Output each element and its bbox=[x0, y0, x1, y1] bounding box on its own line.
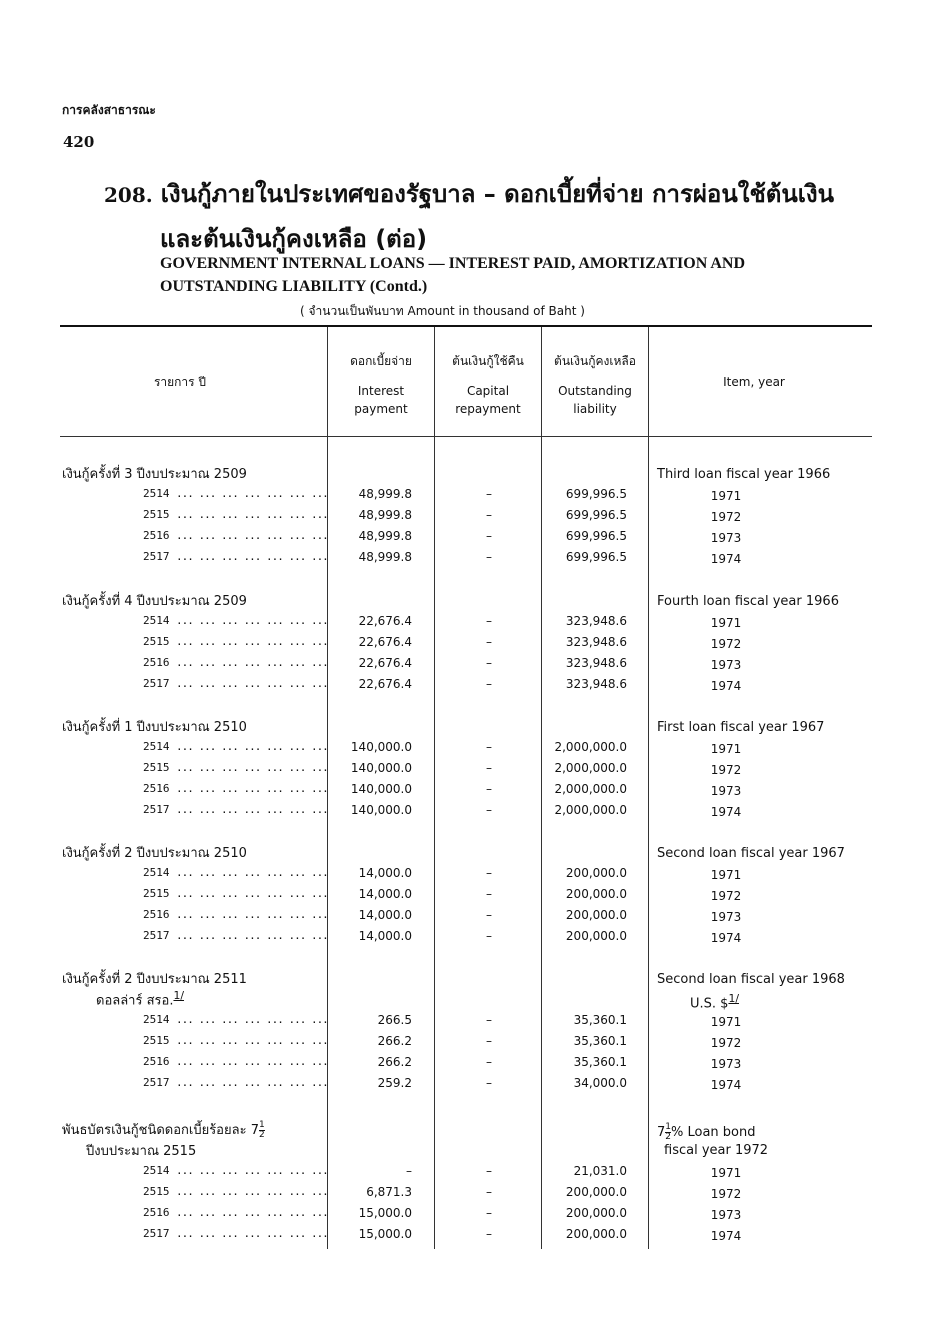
group-label-english bbox=[657, 467, 830, 482]
column-header-item-thai: รายการ ปี bbox=[153, 375, 207, 389]
leader-dots: ... ... ... ... ... ... ... bbox=[176, 614, 328, 627]
leader-dots: ... ... ... ... ... ... ... bbox=[176, 1076, 328, 1089]
page-number: 420 bbox=[63, 133, 95, 151]
outstanding-cell: 200,000.0 bbox=[565, 1227, 627, 1241]
row-year-english: 1971 bbox=[710, 1015, 742, 1029]
capital-cell: – bbox=[486, 761, 492, 775]
column-divider bbox=[648, 327, 649, 1249]
row-year-thai: 2517 bbox=[143, 803, 170, 816]
leader-dots: ... ... ... ... ... ... ... bbox=[176, 656, 328, 669]
column-header-outstanding bbox=[542, 352, 648, 418]
interest-cell: 48,999.8 bbox=[358, 487, 412, 501]
column-header-outstanding-thai: ต้นเงินกู้คงเหลือ bbox=[554, 354, 636, 368]
capital-cell: – bbox=[486, 929, 492, 943]
row-year-thai: 2516 bbox=[143, 1206, 170, 1219]
fraction-numerator: 1 bbox=[665, 1122, 672, 1132]
leader-dots: ... ... ... ... ... ... ... bbox=[176, 1227, 328, 1240]
outstanding-cell: 323,948.6 bbox=[565, 677, 627, 691]
group-sublabel-thai bbox=[96, 989, 184, 1010]
group-label-english bbox=[657, 846, 845, 861]
interest-cell: 140,000.0 bbox=[350, 803, 412, 817]
outstanding-cell: 35,360.1 bbox=[573, 1034, 627, 1048]
row-year-thai: 2517 bbox=[143, 677, 170, 690]
fraction-denominator: 2 bbox=[665, 1132, 672, 1142]
leader-dots: ... ... ... ... ... ... ... bbox=[176, 803, 328, 816]
interest-cell: 15,000.0 bbox=[358, 1206, 412, 1220]
row-year-english: 1973 bbox=[710, 910, 742, 924]
leader-dots: ... ... ... ... ... ... ... bbox=[176, 1013, 328, 1026]
group-sublabel-thai-text: ดอลล่าร์ สรอ. bbox=[96, 993, 174, 1009]
column-header-interest-en1: Interest bbox=[357, 384, 405, 398]
row-year-thai: 2515 bbox=[143, 1185, 170, 1198]
fraction bbox=[259, 1121, 265, 1140]
row-year-english: 1974 bbox=[710, 1078, 742, 1092]
interest-cell: 259.2 bbox=[377, 1076, 412, 1090]
group-label-english bbox=[657, 972, 845, 987]
row-year-thai: 2514 bbox=[143, 614, 170, 627]
group-label-thai-text: พันธบัตรเงินกู้ชนิดดอกเบี้ยร้อยละ 7 bbox=[62, 1123, 259, 1138]
row-year-english: 1971 bbox=[710, 742, 742, 756]
row-year-thai: 2516 bbox=[143, 656, 170, 669]
capital-cell: – bbox=[486, 740, 492, 754]
outstanding-cell: 699,996.5 bbox=[565, 529, 627, 543]
interest-cell: 22,676.4 bbox=[358, 635, 412, 649]
outstanding-cell: 21,031.0 bbox=[573, 1164, 627, 1178]
row-year-thai: 2517 bbox=[143, 929, 170, 942]
group-label-thai-text: เงินกู้ครั้งที่ 4 ปีงบประมาณ 2509 bbox=[62, 594, 247, 609]
leader-dots: ... ... ... ... ... ... ... bbox=[176, 508, 328, 521]
leader-dots: ... ... ... ... ... ... ... bbox=[176, 550, 328, 563]
interest-cell: 22,676.4 bbox=[358, 614, 412, 628]
row-year-thai: 2515 bbox=[143, 635, 170, 648]
leader-dots: ... ... ... ... ... ... ... bbox=[176, 487, 328, 500]
interest-cell: 14,000.0 bbox=[358, 908, 412, 922]
capital-cell: – bbox=[486, 803, 492, 817]
row-year-english: 1974 bbox=[710, 679, 742, 693]
capital-cell: – bbox=[486, 550, 492, 564]
interest-cell: 140,000.0 bbox=[350, 740, 412, 754]
outstanding-cell: 34,000.0 bbox=[573, 1076, 627, 1090]
leader-dots: ... ... ... ... ... ... ... bbox=[176, 866, 328, 879]
outstanding-cell: 2,000,000.0 bbox=[554, 803, 627, 817]
table-top-rule bbox=[60, 325, 872, 327]
interest-cell: 140,000.0 bbox=[350, 761, 412, 775]
leader-dots: ... ... ... ... ... ... ... bbox=[176, 908, 328, 921]
capital-cell: – bbox=[486, 656, 492, 670]
group-label-thai-text: เงินกู้ครั้งที่ 3 ปีงบประมาณ 2509 bbox=[62, 467, 247, 482]
row-year-thai: 2516 bbox=[143, 908, 170, 921]
group-sublabel-english-text: U.S. $ bbox=[690, 996, 729, 1012]
capital-cell: – bbox=[486, 1185, 492, 1199]
capital-cell: – bbox=[486, 529, 492, 543]
group-label-english-text: Second loan fiscal year 1967 bbox=[657, 846, 845, 861]
outstanding-cell: 35,360.1 bbox=[573, 1055, 627, 1069]
group-label-thai bbox=[62, 842, 247, 863]
table-title-english bbox=[160, 252, 860, 298]
capital-cell: – bbox=[486, 1055, 492, 1069]
row-year-english: 1971 bbox=[710, 489, 742, 503]
outstanding-cell: 323,948.6 bbox=[565, 635, 627, 649]
group-label-english bbox=[657, 594, 839, 609]
interest-cell: 266.2 bbox=[377, 1055, 412, 1069]
group-sublabel-thai-text: ปีงบประมาณ 2515 bbox=[86, 1144, 197, 1159]
interest-cell: 14,000.0 bbox=[358, 866, 412, 880]
group-label-thai-text: เงินกู้ครั้งที่ 2 ปีงบประมาณ 2511 bbox=[62, 972, 247, 987]
column-divider bbox=[434, 327, 435, 1249]
group-sublabel-thai bbox=[86, 1140, 196, 1161]
column-header-outstanding-en2: liability bbox=[573, 402, 617, 416]
outstanding-cell: 200,000.0 bbox=[565, 929, 627, 943]
capital-cell: – bbox=[486, 887, 492, 901]
row-year-thai: 2514 bbox=[143, 866, 170, 879]
leader-dots: ... ... ... ... ... ... ... bbox=[176, 887, 328, 900]
leader-dots: ... ... ... ... ... ... ... bbox=[176, 529, 328, 542]
row-year-english: 1974 bbox=[710, 552, 742, 566]
row-year-english: 1973 bbox=[710, 658, 742, 672]
interest-cell: 48,999.8 bbox=[358, 550, 412, 564]
leader-dots: ... ... ... ... ... ... ... bbox=[176, 1164, 328, 1177]
table-header-rule bbox=[60, 436, 872, 437]
group-label-thai bbox=[62, 463, 247, 484]
row-year-english: 1973 bbox=[710, 1208, 742, 1222]
outstanding-cell: 200,000.0 bbox=[565, 1185, 627, 1199]
capital-cell: – bbox=[486, 782, 492, 796]
outstanding-cell: 699,996.5 bbox=[565, 508, 627, 522]
column-header-interest-en2: payment bbox=[354, 402, 408, 416]
row-year-english: 1973 bbox=[710, 784, 742, 798]
capital-cell: – bbox=[486, 677, 492, 691]
outstanding-cell: 35,360.1 bbox=[573, 1013, 627, 1027]
row-year-english: 1972 bbox=[710, 510, 742, 524]
row-year-thai: 2514 bbox=[143, 487, 170, 500]
interest-cell: 266.2 bbox=[377, 1034, 412, 1048]
outstanding-cell: 2,000,000.0 bbox=[554, 761, 627, 775]
row-year-english: 1972 bbox=[710, 889, 742, 903]
outstanding-cell: 2,000,000.0 bbox=[554, 740, 627, 754]
interest-cell: 22,676.4 bbox=[358, 677, 412, 691]
column-header-capital bbox=[435, 352, 541, 418]
title-english-line1: GOVERNMENT INTERNAL LOANS — INTEREST PAID, AMORTIZATION AND bbox=[160, 255, 746, 272]
row-year-thai: 2517 bbox=[143, 1076, 170, 1089]
row-year-english: 1974 bbox=[710, 805, 742, 819]
capital-cell: – bbox=[486, 1206, 492, 1220]
leader-dots: ... ... ... ... ... ... ... bbox=[176, 1034, 328, 1047]
capital-cell: – bbox=[486, 1227, 492, 1241]
row-year-thai: 2516 bbox=[143, 1055, 170, 1068]
row-year-thai: 2516 bbox=[143, 529, 170, 542]
capital-cell: – bbox=[486, 1076, 492, 1090]
row-year-english: 1972 bbox=[710, 637, 742, 651]
row-year-thai: 2515 bbox=[143, 887, 170, 900]
outstanding-cell: 200,000.0 bbox=[565, 887, 627, 901]
table-number: 208. bbox=[104, 183, 153, 207]
group-label-english bbox=[657, 1123, 756, 1142]
column-header-capital-en2: repayment bbox=[455, 402, 521, 416]
group-label-english bbox=[657, 720, 824, 735]
group-sublabel-english-text: fiscal year 1972 bbox=[664, 1143, 769, 1158]
leader-dots: ... ... ... ... ... ... ... bbox=[176, 635, 328, 648]
capital-cell: – bbox=[486, 1013, 492, 1027]
row-year-english: 1972 bbox=[710, 1036, 742, 1050]
outstanding-cell: 200,000.0 bbox=[565, 866, 627, 880]
row-year-thai: 2515 bbox=[143, 1034, 170, 1047]
row-year-thai: 2517 bbox=[143, 550, 170, 563]
column-header-interest bbox=[328, 352, 434, 418]
row-year-thai: 2517 bbox=[143, 1227, 170, 1240]
group-label-english-prefix: 7 bbox=[657, 1125, 666, 1140]
group-label-english-text: % Loan bond bbox=[671, 1125, 756, 1140]
interest-cell: 15,000.0 bbox=[358, 1227, 412, 1241]
group-label-thai bbox=[62, 590, 247, 611]
group-label-thai bbox=[62, 968, 247, 989]
interest-cell: 22,676.4 bbox=[358, 656, 412, 670]
row-year-thai: 2515 bbox=[143, 761, 170, 774]
outstanding-cell: 699,996.5 bbox=[565, 487, 627, 501]
column-header-capital-en1: Capital bbox=[466, 384, 510, 398]
row-year-english: 1974 bbox=[710, 931, 742, 945]
column-header-capital-thai: ต้นเงินกู้ใช้คืน bbox=[452, 354, 524, 368]
leader-dots: ... ... ... ... ... ... ... bbox=[176, 929, 328, 942]
capital-cell: – bbox=[486, 614, 492, 628]
outstanding-cell: 200,000.0 bbox=[565, 908, 627, 922]
column-header-outstanding-en1: Outstanding bbox=[558, 384, 632, 398]
column-divider bbox=[541, 327, 542, 1249]
fraction-denominator: 2 bbox=[258, 1130, 265, 1140]
outstanding-cell: 699,996.5 bbox=[565, 550, 627, 564]
row-year-english: 1971 bbox=[710, 1166, 742, 1180]
group-label-thai-text: เงินกู้ครั้งที่ 2 ปีงบประมาณ 2510 bbox=[62, 846, 247, 861]
interest-cell: 140,000.0 bbox=[350, 782, 412, 796]
capital-cell: – bbox=[486, 866, 492, 880]
row-year-english: 1973 bbox=[710, 1057, 742, 1071]
group-label-english-text: First loan fiscal year 1967 bbox=[657, 720, 825, 735]
row-year-english: 1972 bbox=[710, 1187, 742, 1201]
outstanding-cell: 323,948.6 bbox=[565, 614, 627, 628]
leader-dots: ... ... ... ... ... ... ... bbox=[176, 1185, 328, 1198]
column-header-item-en: Item, year bbox=[723, 375, 785, 389]
outstanding-cell: 200,000.0 bbox=[565, 1206, 627, 1220]
group-sublabel-english bbox=[690, 992, 739, 1011]
publication-header: การคลังสาธารณะ bbox=[62, 103, 156, 117]
fraction-numerator: 1 bbox=[258, 1120, 265, 1130]
column-header-interest-thai: ดอกเบี้ยจ่าย bbox=[350, 354, 412, 368]
row-year-english: 1971 bbox=[710, 868, 742, 882]
footnote-marker: 1/ bbox=[173, 989, 185, 1002]
interest-cell: 14,000.0 bbox=[358, 887, 412, 901]
group-label-english-text: Third loan fiscal year 1966 bbox=[657, 467, 831, 482]
group-label-thai bbox=[62, 716, 247, 737]
group-label-thai bbox=[62, 1119, 265, 1140]
capital-cell: – bbox=[486, 1034, 492, 1048]
outstanding-cell: 2,000,000.0 bbox=[554, 782, 627, 796]
row-year-thai: 2514 bbox=[143, 740, 170, 753]
interest-cell: 14,000.0 bbox=[358, 929, 412, 943]
leader-dots: ... ... ... ... ... ... ... bbox=[176, 677, 328, 690]
leader-dots: ... ... ... ... ... ... ... bbox=[176, 1206, 328, 1219]
group-label-english-text: Second loan fiscal year 1968 bbox=[657, 972, 845, 987]
leader-dots: ... ... ... ... ... ... ... bbox=[176, 740, 328, 753]
row-year-english: 1972 bbox=[710, 763, 742, 777]
outstanding-cell: 323,948.6 bbox=[565, 656, 627, 670]
footnote-marker: 1/ bbox=[728, 992, 739, 1005]
unit-note: ( จำนวนเป็นพันบาท Amount in thousand of Baht ) bbox=[300, 304, 585, 318]
row-year-english: 1974 bbox=[710, 1229, 742, 1243]
row-year-thai: 2514 bbox=[143, 1164, 170, 1177]
title-thai-line1: เงินกู้ภายในประเทศของรัฐบาล – ดอกเบี้ยที่จ่าย การผ่อนใช้ต้นเงิน bbox=[160, 180, 835, 208]
interest-cell: 266.5 bbox=[377, 1013, 412, 1027]
interest-cell: 48,999.8 bbox=[358, 529, 412, 543]
row-year-thai: 2515 bbox=[143, 508, 170, 521]
row-year-english: 1973 bbox=[710, 531, 742, 545]
capital-cell: – bbox=[486, 908, 492, 922]
capital-cell: – bbox=[486, 508, 492, 522]
title-english-line2: OUTSTANDING LIABILITY (Contd.) bbox=[160, 278, 428, 295]
table-title-thai bbox=[104, 172, 864, 261]
group-label-english-text: Fourth loan fiscal year 1966 bbox=[657, 594, 839, 609]
interest-cell: 48,999.8 bbox=[358, 508, 412, 522]
capital-cell: – bbox=[486, 635, 492, 649]
group-label-thai-text: เงินกู้ครั้งที่ 1 ปีงบประมาณ 2510 bbox=[62, 720, 247, 735]
capital-cell: – bbox=[486, 1164, 492, 1178]
row-year-english: 1971 bbox=[710, 616, 742, 630]
capital-cell: – bbox=[486, 487, 492, 501]
leader-dots: ... ... ... ... ... ... ... bbox=[176, 761, 328, 774]
leader-dots: ... ... ... ... ... ... ... bbox=[176, 782, 328, 795]
leader-dots: ... ... ... ... ... ... ... bbox=[176, 1055, 328, 1068]
interest-cell: – bbox=[406, 1164, 412, 1178]
title-thai-line2: และต้นเงินกู้คงเหลือ (ต่อ) bbox=[160, 225, 428, 253]
group-sublabel-english bbox=[664, 1143, 768, 1158]
row-year-thai: 2514 bbox=[143, 1013, 170, 1026]
interest-cell: 6,871.3 bbox=[366, 1185, 412, 1199]
row-year-thai: 2516 bbox=[143, 782, 170, 795]
